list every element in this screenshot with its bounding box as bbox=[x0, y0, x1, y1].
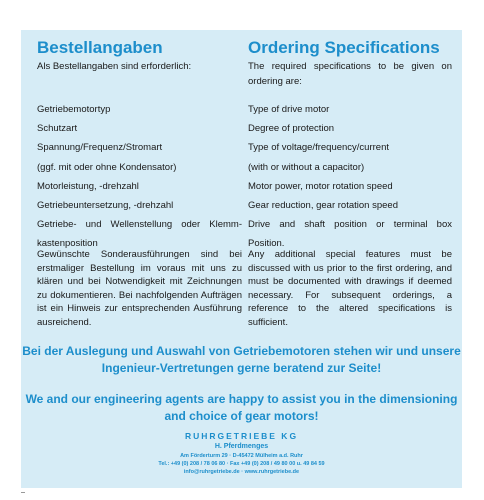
company-contact: info@ruhrgetriebe.de · www.ruhrgetriebe.de bbox=[183, 469, 300, 475]
list-item: Spannung/Frequenz/Stromart bbox=[37, 142, 163, 154]
english-callout: We and our engineering agents are happy to assist you in the dimensioning and choice of gear motors! bbox=[25, 392, 458, 423]
list-item: Getriebeuntersetzung, -drehzahl bbox=[37, 199, 174, 211]
list-item: Gear reduction, gear rotation speed bbox=[248, 199, 398, 211]
german-spec-list bbox=[37, 100, 242, 254]
list-item: Degree of protection bbox=[248, 123, 335, 135]
company-phone: Tel.: +49 (0) 208 / 78 06 80 · Fax +49 (0) 208 / 49 80 00 u. 49 84 59 bbox=[158, 461, 325, 467]
list-item: Schutzart bbox=[37, 123, 78, 135]
german-callout: Bei der Auslegung und Auswahl von Getriebemotoren stehen wir und unsere Ingenieur-Vertretungen gerne beratend zur Seite! bbox=[22, 344, 461, 375]
list-item: Drive and shaft position or terminal box bbox=[248, 219, 452, 231]
german-heading: Bestellangaben bbox=[37, 38, 163, 57]
english-paragraph: Any additional special features must be discussed with us prior to the first ordering, and must be documented with drawings if deemed necessary. For subsequent orderings, a reference to the altered specifications is sufficient. bbox=[248, 249, 452, 328]
list-item: Type of voltage/frequency/current bbox=[248, 142, 389, 154]
list-item: Motor power, motor rotation speed bbox=[248, 180, 393, 192]
info-panel bbox=[21, 30, 462, 488]
list-item: (with or without a capacitor) bbox=[248, 161, 365, 173]
list-item: Getriebemotortyp bbox=[37, 104, 111, 115]
english-heading: Ordering Specifications bbox=[248, 38, 440, 57]
list-item: kastenposition bbox=[37, 238, 98, 250]
company-name: RUHRGETRIEBE KG bbox=[184, 431, 299, 441]
company-footer bbox=[21, 431, 462, 476]
company-address: Am Förderturm 29 · D-45472 Mülheim a.d. Ruhr bbox=[180, 453, 303, 459]
german-paragraph: Gewünschte Sonderausführungen sind bei erstmaliger Bestellung im voraus mit uns zu klären und bei Notwendigkeit mit Zeichnungen zu dokumentieren. Bei nachfolgenden Aufträgen ist ein Hinweis zur entsprechenden Ausführung ausreichend. bbox=[37, 249, 242, 328]
list-item: (ggf. mit oder ohne Kondensator) bbox=[37, 161, 177, 173]
german-intro: Als Bestellangaben sind erforderlich: bbox=[37, 61, 192, 72]
list-item: Getriebe- und Wellenstellung oder Klemm- bbox=[37, 219, 242, 231]
list-item: Type of drive motor bbox=[248, 104, 330, 115]
english-spec-list bbox=[248, 100, 452, 254]
english-intro: The required specifications to be given on ordering are: bbox=[248, 61, 452, 87]
list-item: Position. bbox=[248, 238, 285, 250]
list-item: Motorleistung, -drehzahl bbox=[37, 180, 139, 192]
company-owner: H. Pferdmenges bbox=[214, 443, 269, 450]
crop-mark bbox=[21, 492, 25, 493]
